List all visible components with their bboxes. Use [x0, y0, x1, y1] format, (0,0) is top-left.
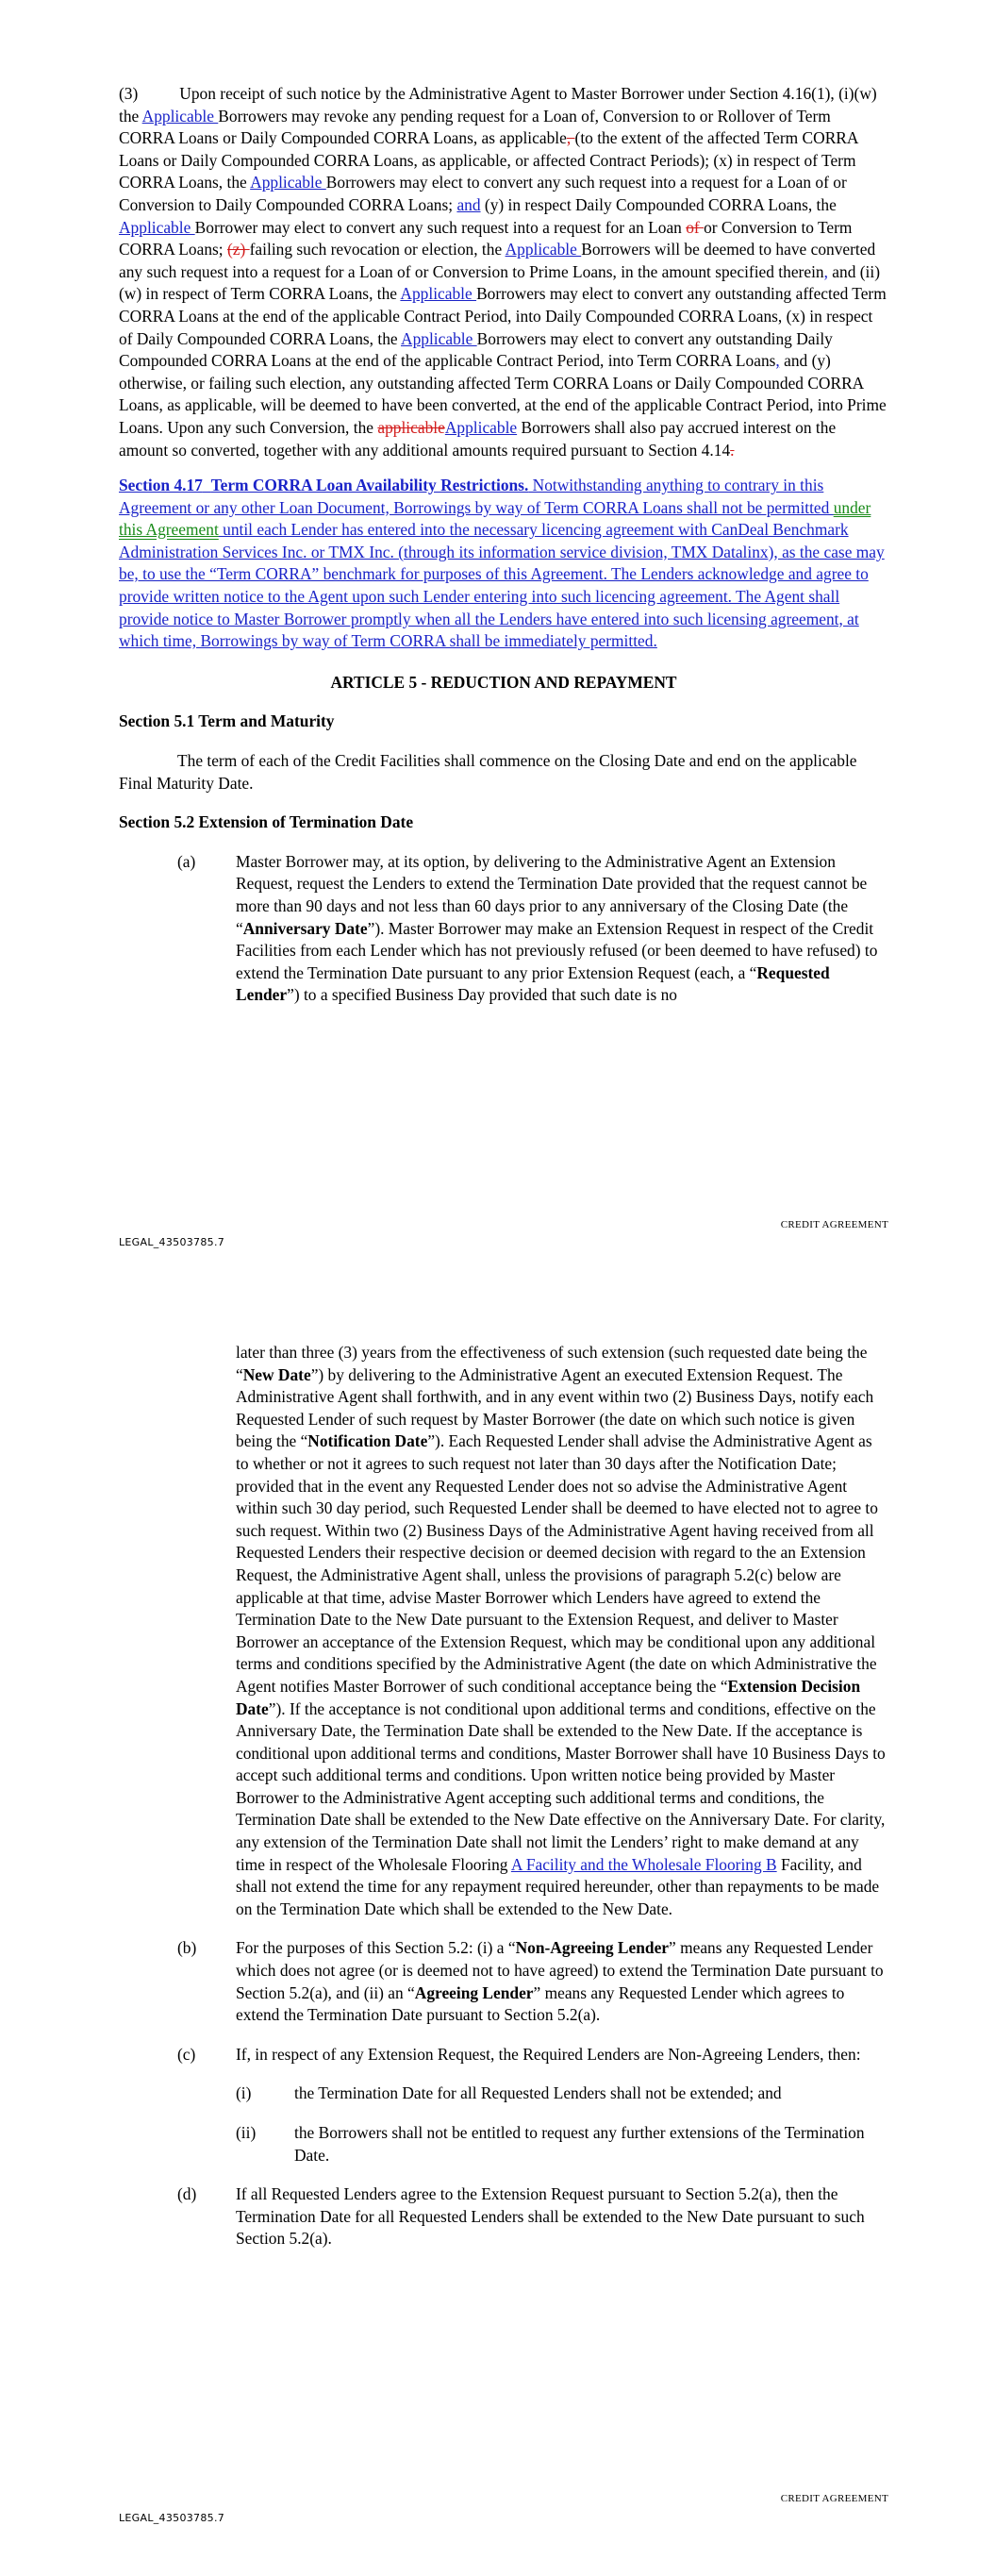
inserted-text: , [775, 351, 780, 371]
moved-text: under this Agreement [119, 497, 871, 540]
clause-text: If all Requested Lenders agree to the Extension Request pursuant to Section 5.2(a), then the Termination Date for all Requested Lenders shall be extended to the New Date pursuant to such Section 5.2(a). [236, 2184, 865, 2249]
section-4-17: Section 4.17 Term CORRA Loan Availability Restrictions. Notwithstanding anything to contrary in this Agreement or any other Loan Document, Borrowings by way of Term CORRA Loans shall not be permitted under this Agreement until each Lender has entered into the necessary licencing agreement with CanDeal Benchmark Administration Services Inc. or TMX Inc. (through its information service division, TMX Datalinx), as the case may be, to use the “Term CORRA” benchmark for purposes of this Agreement. The Lenders acknowledge and agree to provide written notice to the Agent upon such Lender entering into such licencing agreement. The Agent shall provide notice to Master Borrower promptly when all the Lenders have entered into such licensing agreement, at which time, Borrowings by way of Term CORRA shall be immediately permitted. [119, 476, 885, 651]
footer-document-id: LEGAL_43503785.7 [119, 1236, 225, 1248]
clause-label: (c) [177, 2044, 196, 2064]
clause-5-2-d [119, 2183, 888, 2250]
inserted-text: Applicable [401, 328, 477, 348]
subclause-label: (ii) [236, 2123, 257, 2142]
inserted-text: Applicable [400, 284, 477, 304]
deleted-text: , [566, 128, 575, 148]
article-heading: ARTICLE 5 - REDUCTION AND REPAYMENT [330, 672, 677, 692]
subclause-text: the Termination Date for all Requested Lenders shall not be extended; and [294, 2083, 782, 2103]
subclause-label: (i) [236, 2083, 252, 2103]
clause-5-2-b [119, 1937, 888, 2026]
page-2-body [119, 1342, 888, 2267]
section-title: Term CORRA Loan Availability Restrictions. [210, 476, 529, 495]
clause-text: Master Borrower may, at its option, by delivering to the Administrative Agent an Extension Request, request the Lenders to extend the Termination Date provided that the request cannot be more than 90 days and not less than 60 days prior to any anniversary of the Closing Date (the “Anniversary Date”). Master Borrower may make an Extension Request in respect of the Credit Facilities from each Lender which has not previously refused (or been deemed to have refused) to extend the Termination Date pursuant to any prior Extension Request (each, a “Requested Lender”) to a specified Business Day provided that such date is no [236, 851, 878, 1005]
section-5-2-heading: Section 5.2 Extension of Termination Date [119, 812, 414, 832]
inserted-text: A Facility and the Wholesale Flooring B [510, 1854, 777, 1874]
clause-5-2-a [119, 851, 888, 1007]
paragraph-number: (3) [119, 84, 139, 103]
inserted-text: and [456, 194, 481, 214]
section-number: Section 4.17 [119, 476, 203, 495]
inserted-text: , [823, 261, 828, 281]
page-1-body [119, 83, 888, 1024]
deleted-text: (z) [226, 240, 250, 259]
clause-label: (d) [177, 2184, 197, 2204]
footer-credit-agreement: CREDIT AGREEMENT [780, 1219, 888, 1230]
clause-5-2-c-ii [119, 2122, 888, 2166]
document-page-1 [0, 0, 995, 1274]
clause-5-2-c-i [119, 2083, 888, 2105]
deleted-text: . [730, 440, 735, 460]
clause-label: (b) [177, 1938, 197, 1958]
section-5-1-heading: Section 5.1 Term and Maturity [119, 711, 335, 731]
inserted-text: Applicable [505, 240, 582, 259]
clause-5-2-a-continued: later than three (3) years from the effectiveness of such extension (such requested date being the “New Date”) by delivering to the Administrative Agent an executed Extension Request. The Administrative Agent shall forthwith, and in any event within two (2) Business Days, notify each Requested Lender of such request by Master Borrower (the date on which such notice is given being the “Notification Date”). Each Requested Lender shall advise the Administrative Agent as to whether or not it agrees to such request not later than 30 days after the Notification Date; provided that in the event any Requested Lender does not so advise the Administrative Agent within such 30 day period, such Requested Lender shall be deemed to have elected not to agree to such request. Within two (2) Business Days of the Administrative Agent having received from all Requested Lenders their respective decision or deemed decision with regard to the an Extension Request, the Administrative Agent shall, unless the provisions of paragraph 5.2(c) below are applicable at that time, advise Master Borrower which Lenders have agreed to extend the Termination Date to the New Date pursuant to the Extension Request, and deliver to Master Borrower an acceptance of the Extension Request, which may be conditional upon any additional terms and conditions specified by the Administrative Agent (the date on which Administrative the Agent notifies Master Borrower of such conditional acceptance being the “Extension Decision Date”). If the acceptance is not conditional upon additional terms and conditions, effective on the Anniversary Date, the Termination Date shall be extended to the New Date. If the acceptance is conditional upon additional terms and conditions, Master Borrower shall have 10 Business Days to accept such additional terms and conditions. Upon written notice being provided by Master Borrower to the Administrative Agent accepting such additional terms and conditions, the Termination Date shall be extended to the New Date effective on the Anniversary Date. For clarity, any extension of the Termination Date shall not limit the Lenders’ right to make demand at any time in respect of the Wholesale Flooring A Facility and the Wholesale Flooring B Facility, and shall not extend the time for any repayment required hereunder, other than repayments to be made on the Termination Date which shall be extended to the New Date. [236, 1343, 886, 1918]
deleted-text: applicable [377, 417, 445, 437]
inserted-text: Applicable [141, 106, 219, 125]
inserted-text: Applicable [444, 417, 518, 437]
clause-5-2-c [119, 2044, 888, 2066]
clause-label: (a) [177, 851, 196, 871]
section-5-1-text: The term of each of the Credit Facilities shall commence on the Closing Date and end on the applicable Final Maturity Date. [119, 751, 857, 793]
subclause-text: the Borrowers shall not be entitled to request any further extensions of the Termination Date. [294, 2123, 865, 2165]
clause-text: If, in respect of any Extension Request, the Required Lenders are Non-Agreeing Lenders, then: [236, 2044, 861, 2064]
clause-text: For the purposes of this Section 5.2: (i) a “Non-Agreeing Lender” means any Requested Lender which does not agree (or is deemed not to have agreed) to extend the Termination Date pursuant to Section 5.2(a), and (ii) an “Agreeing Lender” means any Requested Lender which agrees to extend the Termination Date pursuant to Section 5.2(a). [236, 1938, 884, 2025]
footer-credit-agreement: CREDIT AGREEMENT [780, 2493, 888, 2504]
inserted-text: Applicable [119, 217, 195, 237]
paragraph-4-16-3: (3) Upon receipt of such notice by the Administrative Agent to Master Borrower under Section 4.16(1), (i)(w) the Applicable Borrowers may revoke any pending request for a Loan of, Conversion to or Rollover of Term CORRA Loans or Daily Compounded CORRA Loans, as applicable, (to the extent of the affected Term CORRA Loans or Daily Compounded CORRA Loans, as applicable, or affected Contract Periods); (x) in respect of Term CORRA Loans, the Applicable Borrowers may elect to convert any such request into a request for a Loan of or Conversion to Daily Compounded CORRA Loans; and (y) in respect Daily Compounded CORRA Loans, the Applicable Borrower may elect to convert any such request into a request for an Loan of or Conversion to Term CORRA Loans; (z) failing such revocation or election, the Applicable Borrowers will be deemed to have converted any such request into a request for a Loan of or Conversion to Prime Loans, in the amount specified therein, and (ii) (w) in respect of Term CORRA Loans, the Applicable Borrowers may elect to convert any outstanding affected Term CORRA Loans at the end of the applicable Contract Period, into Daily Compounded CORRA Loans, (x) in respect of Daily Compounded CORRA Loans, the Applicable Borrowers may elect to convert any outstanding Daily Compounded CORRA Loans at the end of the applicable Contract Period, into Term CORRA Loans, and (y) otherwise, or failing such election, any outstanding affected Term CORRA Loans or Daily Compounded CORRA Loans, as applicable, will be deemed to have been converted, at the end of the applicable Contract Period, into Prime Loans. Upon any such Conversion, the applicableApplicable Borrowers shall also pay accrued interest on the amount so converted, together with any additional amounts required pursuant to Section 4.14. [119, 84, 887, 460]
footer-document-id: LEGAL_43503785.7 [119, 2512, 225, 2524]
inserted-text: Applicable [250, 173, 326, 192]
deleted-text: of [686, 217, 705, 237]
document-page-2 [0, 1274, 995, 2576]
